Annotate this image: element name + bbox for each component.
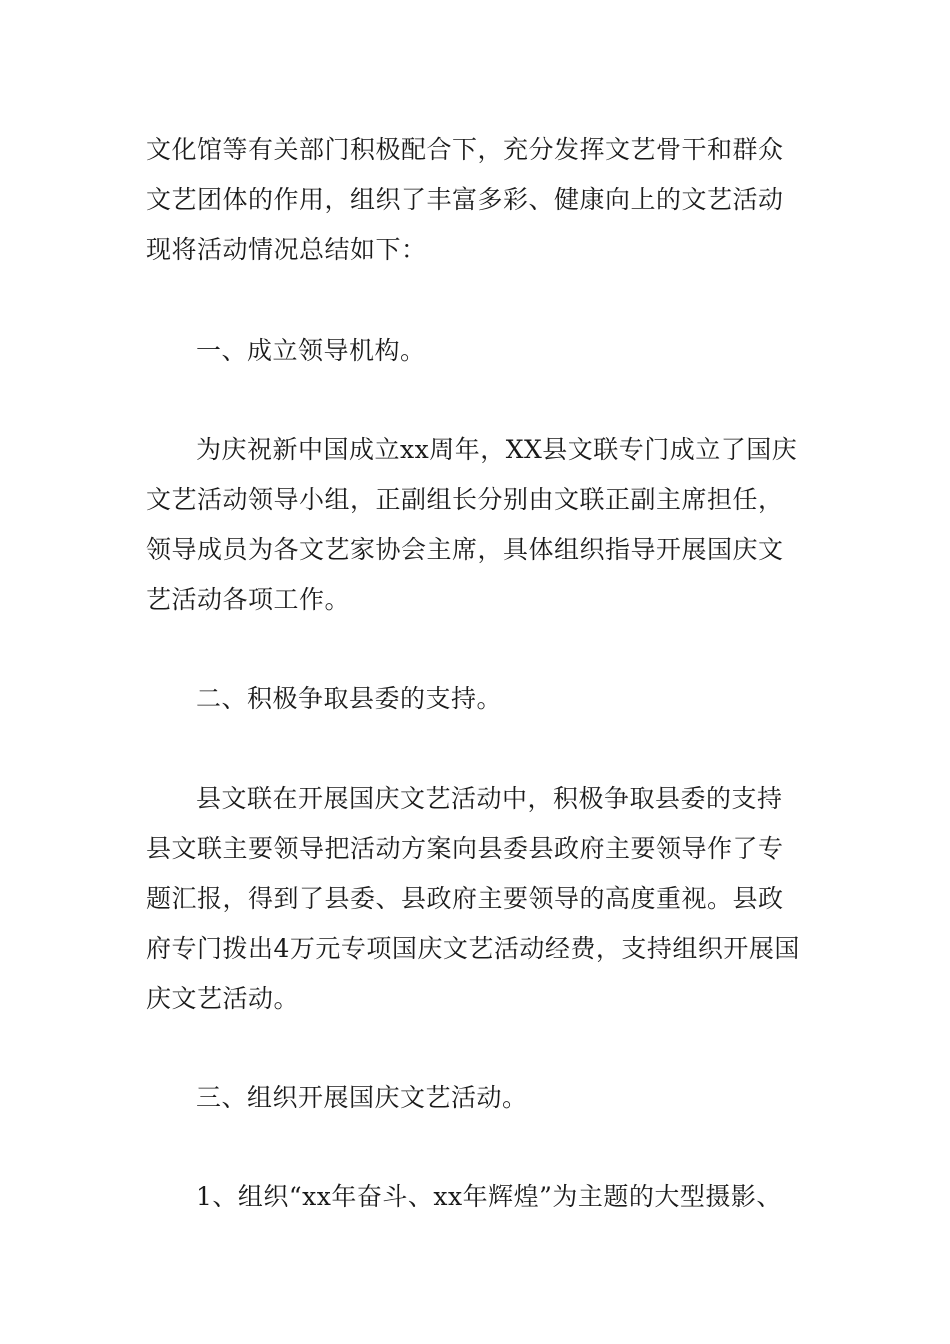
paragraph-line: 县文联在开展国庆文艺活动中，积极争取县委的支持 bbox=[196, 784, 783, 813]
paragraph-line: 现将活动情况总结如下： bbox=[146, 235, 427, 264]
paragraph-line: 文艺团体的作用，组织了丰富多彩、健康向上的文艺活动 bbox=[146, 185, 784, 214]
paragraph-line: 文化馆等有关部门积极配合下，充分发挥文艺骨干和群众 bbox=[146, 135, 784, 164]
section-heading: 三、组织开展国庆文艺活动。 bbox=[196, 1083, 528, 1112]
paragraph-line: 府专门拨出4万元专项国庆文艺活动经费，支持组织开展国 bbox=[146, 934, 800, 963]
paragraph-line: 1、组织“xx年奋斗、xx年辉煌”为主题的大型摄影、 bbox=[196, 1182, 782, 1211]
paragraph-line: 领导成员为各文艺家协会主席，具体组织指导开展国庆文 bbox=[146, 535, 784, 564]
paragraph-line: 文艺活动领导小组，正副组长分别由文联正副主席担任， bbox=[146, 485, 784, 514]
section-heading: 二、积极争取县委的支持。 bbox=[196, 684, 503, 713]
paragraph-line: 题汇报，得到了县委、县政府主要领导的高度重视。县政 bbox=[146, 884, 784, 913]
section-heading: 一、成立领导机构。 bbox=[196, 336, 426, 365]
paragraph-line: 艺活动各项工作。 bbox=[146, 585, 351, 614]
paragraph-line: 为庆祝新中国成立xx周年，XX县文联专门成立了国庆 bbox=[196, 435, 798, 464]
paragraph-line: 县文联主要领导把活动方案向县委县政府主要领导作了专 bbox=[146, 834, 784, 863]
paragraph-line: 庆文艺活动。 bbox=[146, 984, 300, 1013]
